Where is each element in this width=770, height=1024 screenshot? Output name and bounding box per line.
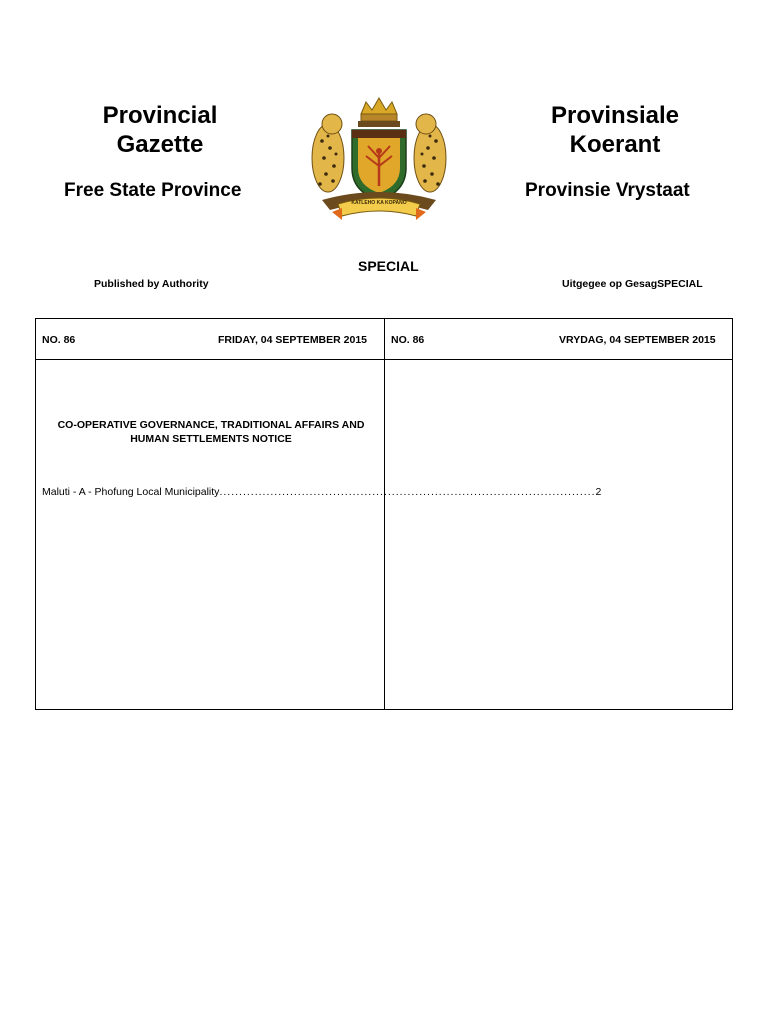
- left-issue-date: FRIDAY, 04 SEPTEMBER 2015: [218, 334, 368, 346]
- crest-motto: KATLEHO KA KOPANO: [351, 200, 407, 206]
- right-issue-date: VRYDAG, 04 SEPTEMBER 2015: [559, 334, 716, 346]
- toc-item-page: 2: [595, 486, 602, 498]
- coat-of-arms-icon: [298, 96, 460, 226]
- header-divider: [36, 359, 732, 360]
- left-issue-number: NO. 86: [42, 334, 76, 346]
- notice-title-line2: HUMAN SETTLEMENTS NOTICE: [130, 433, 292, 445]
- notice-title: [46, 418, 376, 446]
- toc-item-label: Maluti - A - Phofung Local Municipality: [42, 486, 220, 498]
- special-label: SPECIAL: [358, 258, 419, 274]
- published-right: Uitgegee op GesagSPECIAL: [562, 278, 703, 290]
- column-divider: [384, 319, 385, 709]
- left-title-line1: Provincial: [102, 102, 218, 129]
- toc-item[interactable]: [42, 486, 602, 498]
- left-title-line2: Gazette: [116, 131, 204, 158]
- right-issue-number: NO. 86: [391, 334, 425, 346]
- toc-leader-dots: ................................................................................................: [219, 486, 596, 498]
- left-subtitle: Free State Province: [64, 180, 242, 201]
- right-title: [515, 101, 715, 159]
- published-left: Published by Authority: [94, 278, 209, 290]
- left-title: [60, 101, 260, 159]
- right-title-line1: Provinsiale: [550, 102, 680, 129]
- right-title-line2: Koerant: [569, 131, 661, 158]
- gazette-contents-frame: [35, 318, 733, 710]
- notice-title-line1: CO-OPERATIVE GOVERNANCE, TRADITIONAL AFFAIRS AND: [57, 419, 365, 431]
- right-subtitle: Provinsie Vrystaat: [525, 180, 690, 201]
